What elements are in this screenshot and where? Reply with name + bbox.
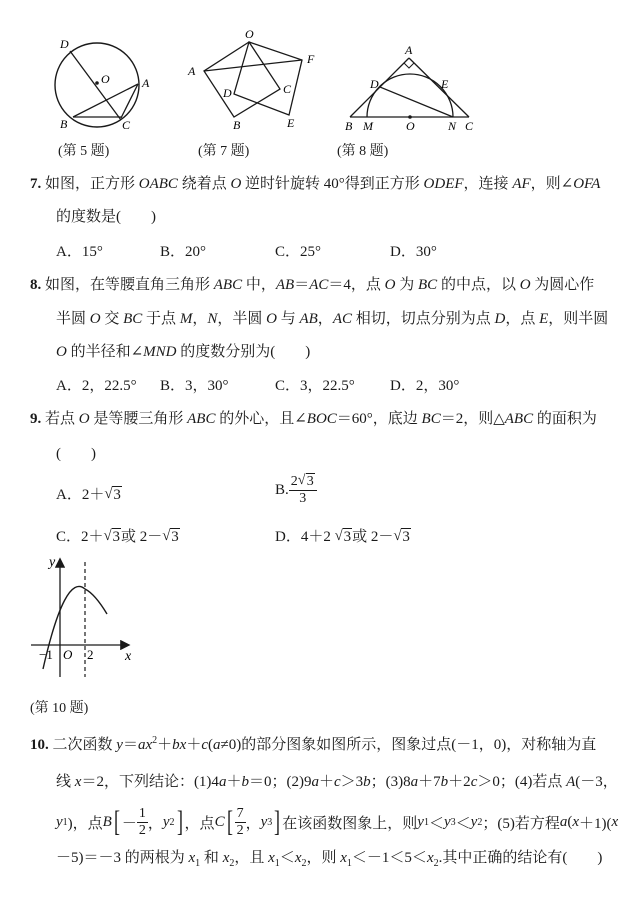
- question-number: 9.: [30, 411, 42, 427]
- option-c[interactable]: C．2＋√ 3或 2－√ 3: [56, 525, 180, 546]
- point-label: O: [101, 72, 110, 86]
- point-label: C: [283, 82, 292, 96]
- point-label: A: [405, 43, 413, 57]
- figure-7-caption: (第 7 题): [198, 144, 250, 159]
- sqrt: √ 3: [104, 487, 122, 504]
- question-9-line-2: ( ): [56, 446, 96, 462]
- point-label: E: [441, 77, 449, 91]
- sqrt: √ 3: [393, 529, 411, 546]
- point-label: O: [245, 27, 254, 41]
- question-number: 8.: [30, 277, 42, 293]
- question-7-line-1: 7. 如图，正方形 OABC 绕着点 O 逆时针旋转 40°得到正方形 ODEF，连接 AF，则∠OFA: [30, 176, 601, 192]
- option-d[interactable]: D．4＋2 √ 3或 2－√ 3: [275, 525, 411, 546]
- point-c-coords: [ $\frac{7}{2}$ ， y 3 ]: [226, 805, 281, 838]
- point-label: A: [142, 76, 150, 90]
- point-label: F: [307, 52, 315, 66]
- point-label: B: [233, 118, 241, 132]
- y-axis-label: y: [49, 555, 56, 570]
- question-9-line-1: 9. 若点 O 是等腰三角形 ABC 的外心，且∠BOC＝60°，底边 BC＝2，则△ABC 的面积为: [30, 411, 597, 427]
- circle-diagram: [40, 30, 170, 135]
- point-label: B: [60, 117, 68, 131]
- question-7-line-2: 的度数是( ): [56, 209, 156, 225]
- tick-label: 2: [87, 647, 94, 662]
- point-label: A: [188, 64, 196, 78]
- origin-label: O: [63, 647, 73, 662]
- parabola-graph: [25, 552, 140, 677]
- figure-8: [335, 40, 485, 132]
- point-label: E: [287, 116, 295, 130]
- option-d[interactable]: D．2，30°: [390, 378, 460, 394]
- point-label: M: [363, 119, 373, 132]
- sqrt: √ 3: [104, 529, 122, 546]
- option-a[interactable]: A．2，22.5°: [56, 378, 137, 394]
- point-label: D: [60, 37, 69, 51]
- question-number: 7.: [30, 176, 42, 192]
- option-c[interactable]: C．25°: [275, 244, 322, 260]
- question-10-line-3: y 1 )，点 B [ － $\frac{1}{2}$ ， y 2 ] ，点 C [ $\frac{7}{2}$ ， y 3 ] 在该函数图象上，则 y 1 ＜ y 3 ＜ y 2 ；(5)若方程 a ( x ＋1)( x: [56, 805, 619, 838]
- point-label: O: [406, 119, 415, 132]
- option-b[interactable]: B. $\frac{2√ 3}{3}$: [275, 474, 317, 507]
- question-8-line-1: 8. 如图，在等腰直角三角形 ABC 中，AB＝AC＝4，点 O 为 BC 的中点，以 O 为圆心作: [30, 277, 595, 293]
- figure-10-caption: (第 10 题): [30, 701, 89, 716]
- question-10-line-1: 10. 二次函数 $y=ax^2+bx+c(a\ne 0)$的部分图象如图所示，图象过点(－1，0)，对称轴为直: [30, 735, 597, 753]
- question-8-line-3: O 的半径和∠MND 的度数分别为( ): [56, 344, 311, 360]
- point-label: D: [223, 86, 232, 100]
- figure-5-caption: (第 5 题): [58, 144, 110, 159]
- rotated-squares-diagram: [183, 25, 328, 133]
- sqrt: √ 3: [335, 529, 353, 546]
- point-label: D: [370, 77, 379, 91]
- point-label: C: [122, 118, 131, 132]
- option-a[interactable]: A．2＋√ 3: [56, 483, 122, 504]
- figure-8-caption: (第 8 题): [337, 144, 389, 159]
- question-10-line-2: 线 x＝2，下列结论：(1)4a＋b＝0；(2)9a＋c＞3b；(3)8a＋7b＋2c＞0；(4)若点 A(－3，: [56, 774, 618, 790]
- point-label: C: [465, 119, 474, 132]
- tick-label: −1: [39, 647, 53, 662]
- point-label: B: [345, 119, 353, 132]
- fraction: $\frac{2√ 3}{3}$: [289, 474, 317, 507]
- option-d[interactable]: D．30°: [390, 244, 437, 260]
- option-a[interactable]: A．15°: [56, 244, 103, 260]
- x-axis-label: x: [125, 649, 132, 664]
- option-c[interactable]: C．3，22.5°: [275, 378, 355, 394]
- triangle-semicircle-diagram: [335, 40, 485, 132]
- option-b[interactable]: B．3，30°: [160, 378, 229, 394]
- question-number: 10.: [30, 737, 49, 753]
- figure-5: [40, 30, 170, 135]
- question-10-line-4: －5)＝－3 的两根为 $x_1$ 和 $x_2$，且 $x_1<x_2$，则 $x_1<-1<5<x_2$.其中正确的结论有( ): [56, 850, 603, 869]
- point-label: N: [448, 119, 457, 132]
- question-8-line-2: 半圆 O 交 BC 于点 M，N，半圆 O 与 AB，AC 相切，切点分别为点 D，点 E，则半圆: [56, 311, 609, 327]
- figure-7: [183, 25, 328, 133]
- point-b-coords: [ － $\frac{1}{2}$ ， y 2 ]: [113, 805, 183, 838]
- sqrt: √ 3: [162, 529, 180, 546]
- figure-10: [25, 552, 140, 677]
- sqrt: √ 3: [298, 474, 315, 490]
- option-b[interactable]: B．20°: [160, 244, 207, 260]
